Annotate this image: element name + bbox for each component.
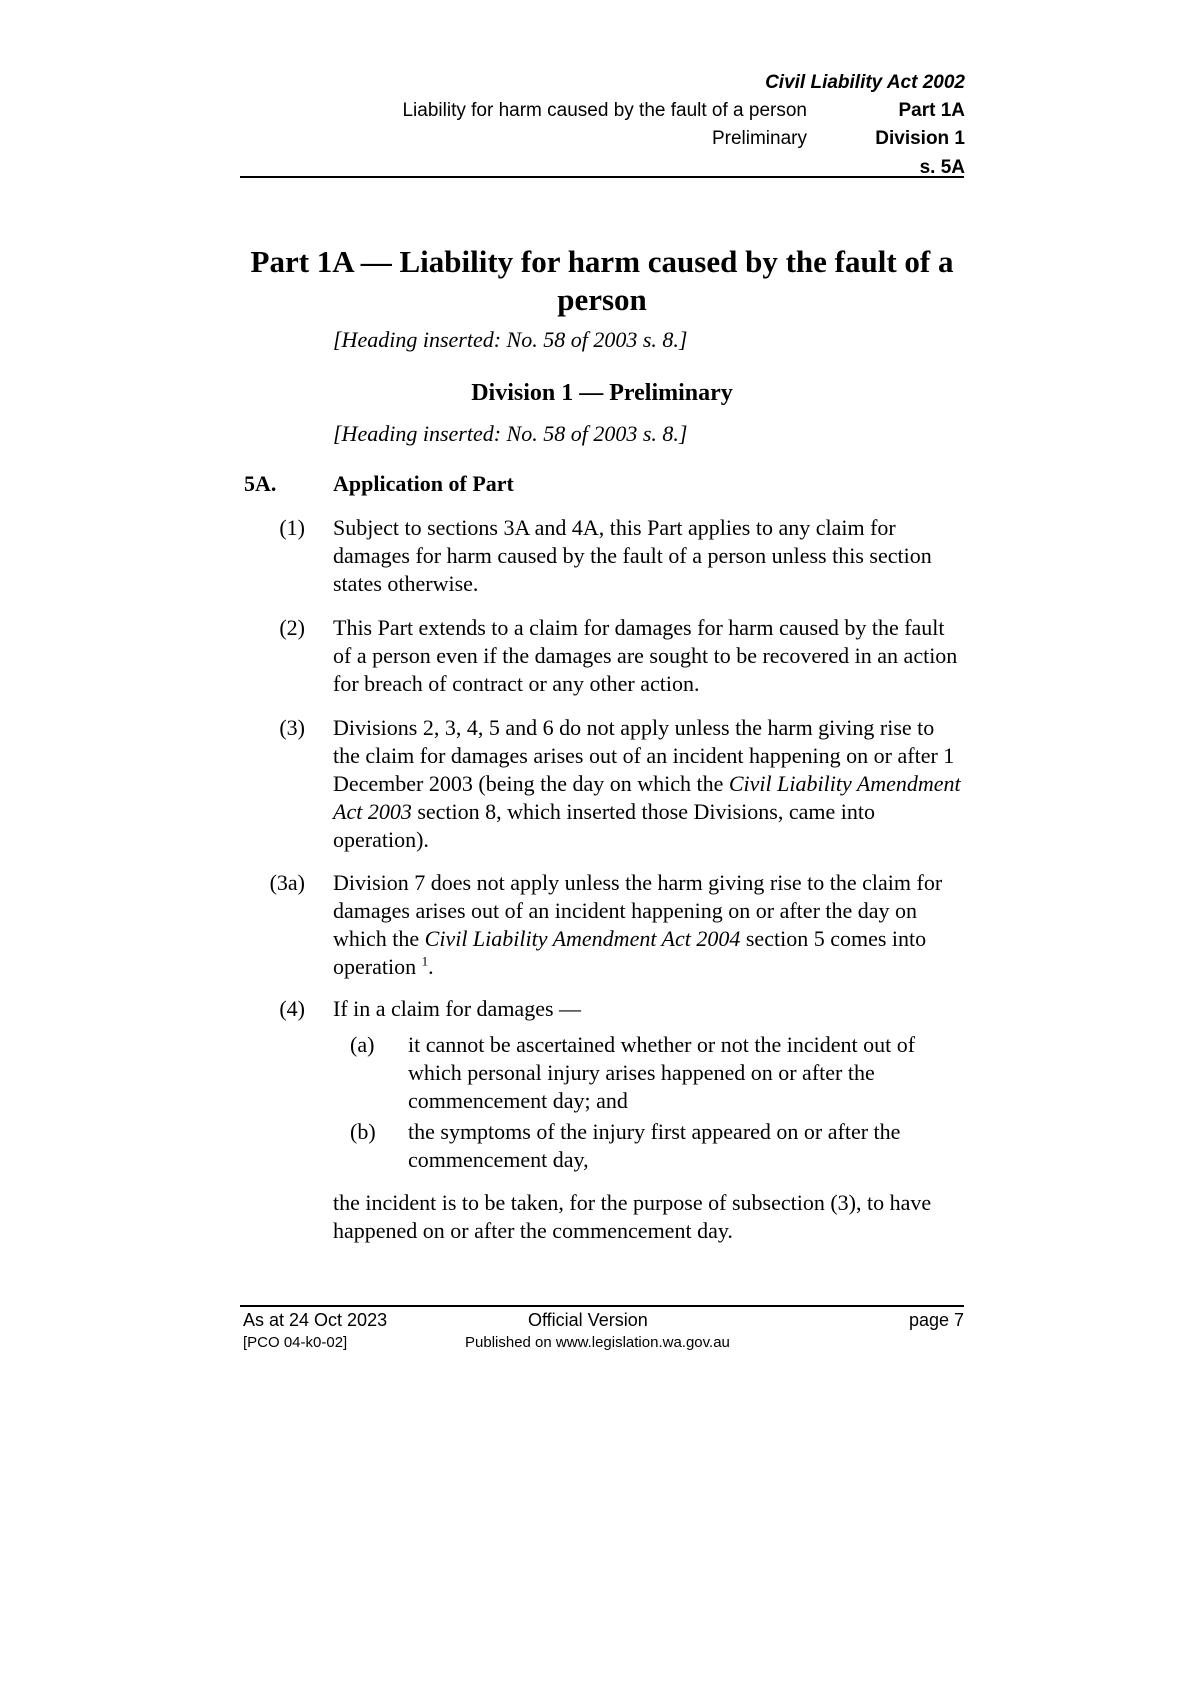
subsection-text-part: section 5 comes into operation bbox=[333, 926, 927, 979]
act-citation: Civil Liability Amendment Act 2004 bbox=[424, 926, 741, 951]
section-number: 5A. bbox=[244, 471, 277, 496]
subsection-text: This Part extends to a claim for damages for harm caused by the fault of a person even if the damages are sought to be recovered in an action for breach of contract or any other action. bbox=[333, 615, 958, 696]
section-title: Application of Part bbox=[333, 471, 514, 496]
subsection-text-part: . bbox=[428, 954, 434, 979]
subsection-number: (1) bbox=[279, 515, 305, 540]
subsection-closing-text: the incident is to be taken, for the purpose of subsection (3), to have happened on or after the commencement day. bbox=[333, 1190, 932, 1243]
division-label: Division 1 bbox=[875, 128, 965, 149]
subsection-text bbox=[333, 714, 965, 854]
page-number: page 7 bbox=[908, 1310, 964, 1330]
subsection-number: (3) bbox=[279, 715, 305, 740]
footer-rule bbox=[240, 1305, 964, 1307]
subsection-text-part: section 8, which inserted those Divisions, came into operation). bbox=[333, 799, 875, 852]
version-label: Official Version bbox=[528, 1310, 648, 1330]
as-at-date: As at 24 Oct 2023 bbox=[243, 1310, 388, 1330]
division-description: Preliminary bbox=[711, 128, 807, 149]
subsection-text-part: Division 7 does not apply unless the harm giving rise to the claim for damages arises out of an incident happening on or after the day on which the bbox=[333, 870, 943, 951]
part-heading: Part 1A — Liability for harm caused by the fault of a person bbox=[250, 244, 954, 317]
part-description: Liability for harm caused by the fault of a person bbox=[402, 100, 807, 121]
document-code: [PCO 04-k0-02] bbox=[243, 1334, 348, 1351]
subsection-text: Subject to sections 3A and 4A, this Part applies to any claim for damages for harm caused by the fault of a person unless this section states otherwise. bbox=[333, 515, 932, 596]
subsection-number: (4) bbox=[279, 996, 305, 1021]
act-title: Civil Liability Act 2002 bbox=[765, 72, 965, 93]
paragraph-number: (b) bbox=[350, 1119, 376, 1144]
paragraph-number: (a) bbox=[350, 1032, 375, 1057]
part-label: Part 1A bbox=[898, 100, 965, 121]
subsection-text-part: Divisions 2, 3, 4, 5 and 6 do not apply unless the harm giving rise to the claim for damages arises out of an incident happening on or after 1 December 2003 (being the day on which the bbox=[333, 715, 955, 796]
subsection-text bbox=[333, 869, 965, 981]
division-heading: Division 1 — Preliminary bbox=[471, 380, 733, 406]
header-rule bbox=[240, 176, 964, 178]
paragraph-text: the symptoms of the injury first appeared on or after the commencement day, bbox=[408, 1119, 901, 1172]
subsection-number: (2) bbox=[279, 615, 305, 640]
subsection-text: If in a claim for damages — bbox=[333, 996, 582, 1021]
subsection-number: (3a) bbox=[269, 870, 305, 895]
section-label: s. 5A bbox=[919, 157, 965, 178]
act-citation: Civil Liability Amendment Act 2003 bbox=[333, 771, 961, 824]
part-heading-note: [Heading inserted: No. 58 of 2003 s. 8.] bbox=[333, 327, 688, 352]
endnote-reference: 1 bbox=[421, 953, 429, 969]
division-heading-note: [Heading inserted: No. 58 of 2003 s. 8.] bbox=[333, 421, 688, 446]
paragraph-text: it cannot be ascertained whether or not the incident out of which personal injury arises happened on or after the commencement day; and bbox=[408, 1032, 916, 1113]
published-note: Published on www.legislation.wa.gov.au bbox=[465, 1334, 730, 1351]
